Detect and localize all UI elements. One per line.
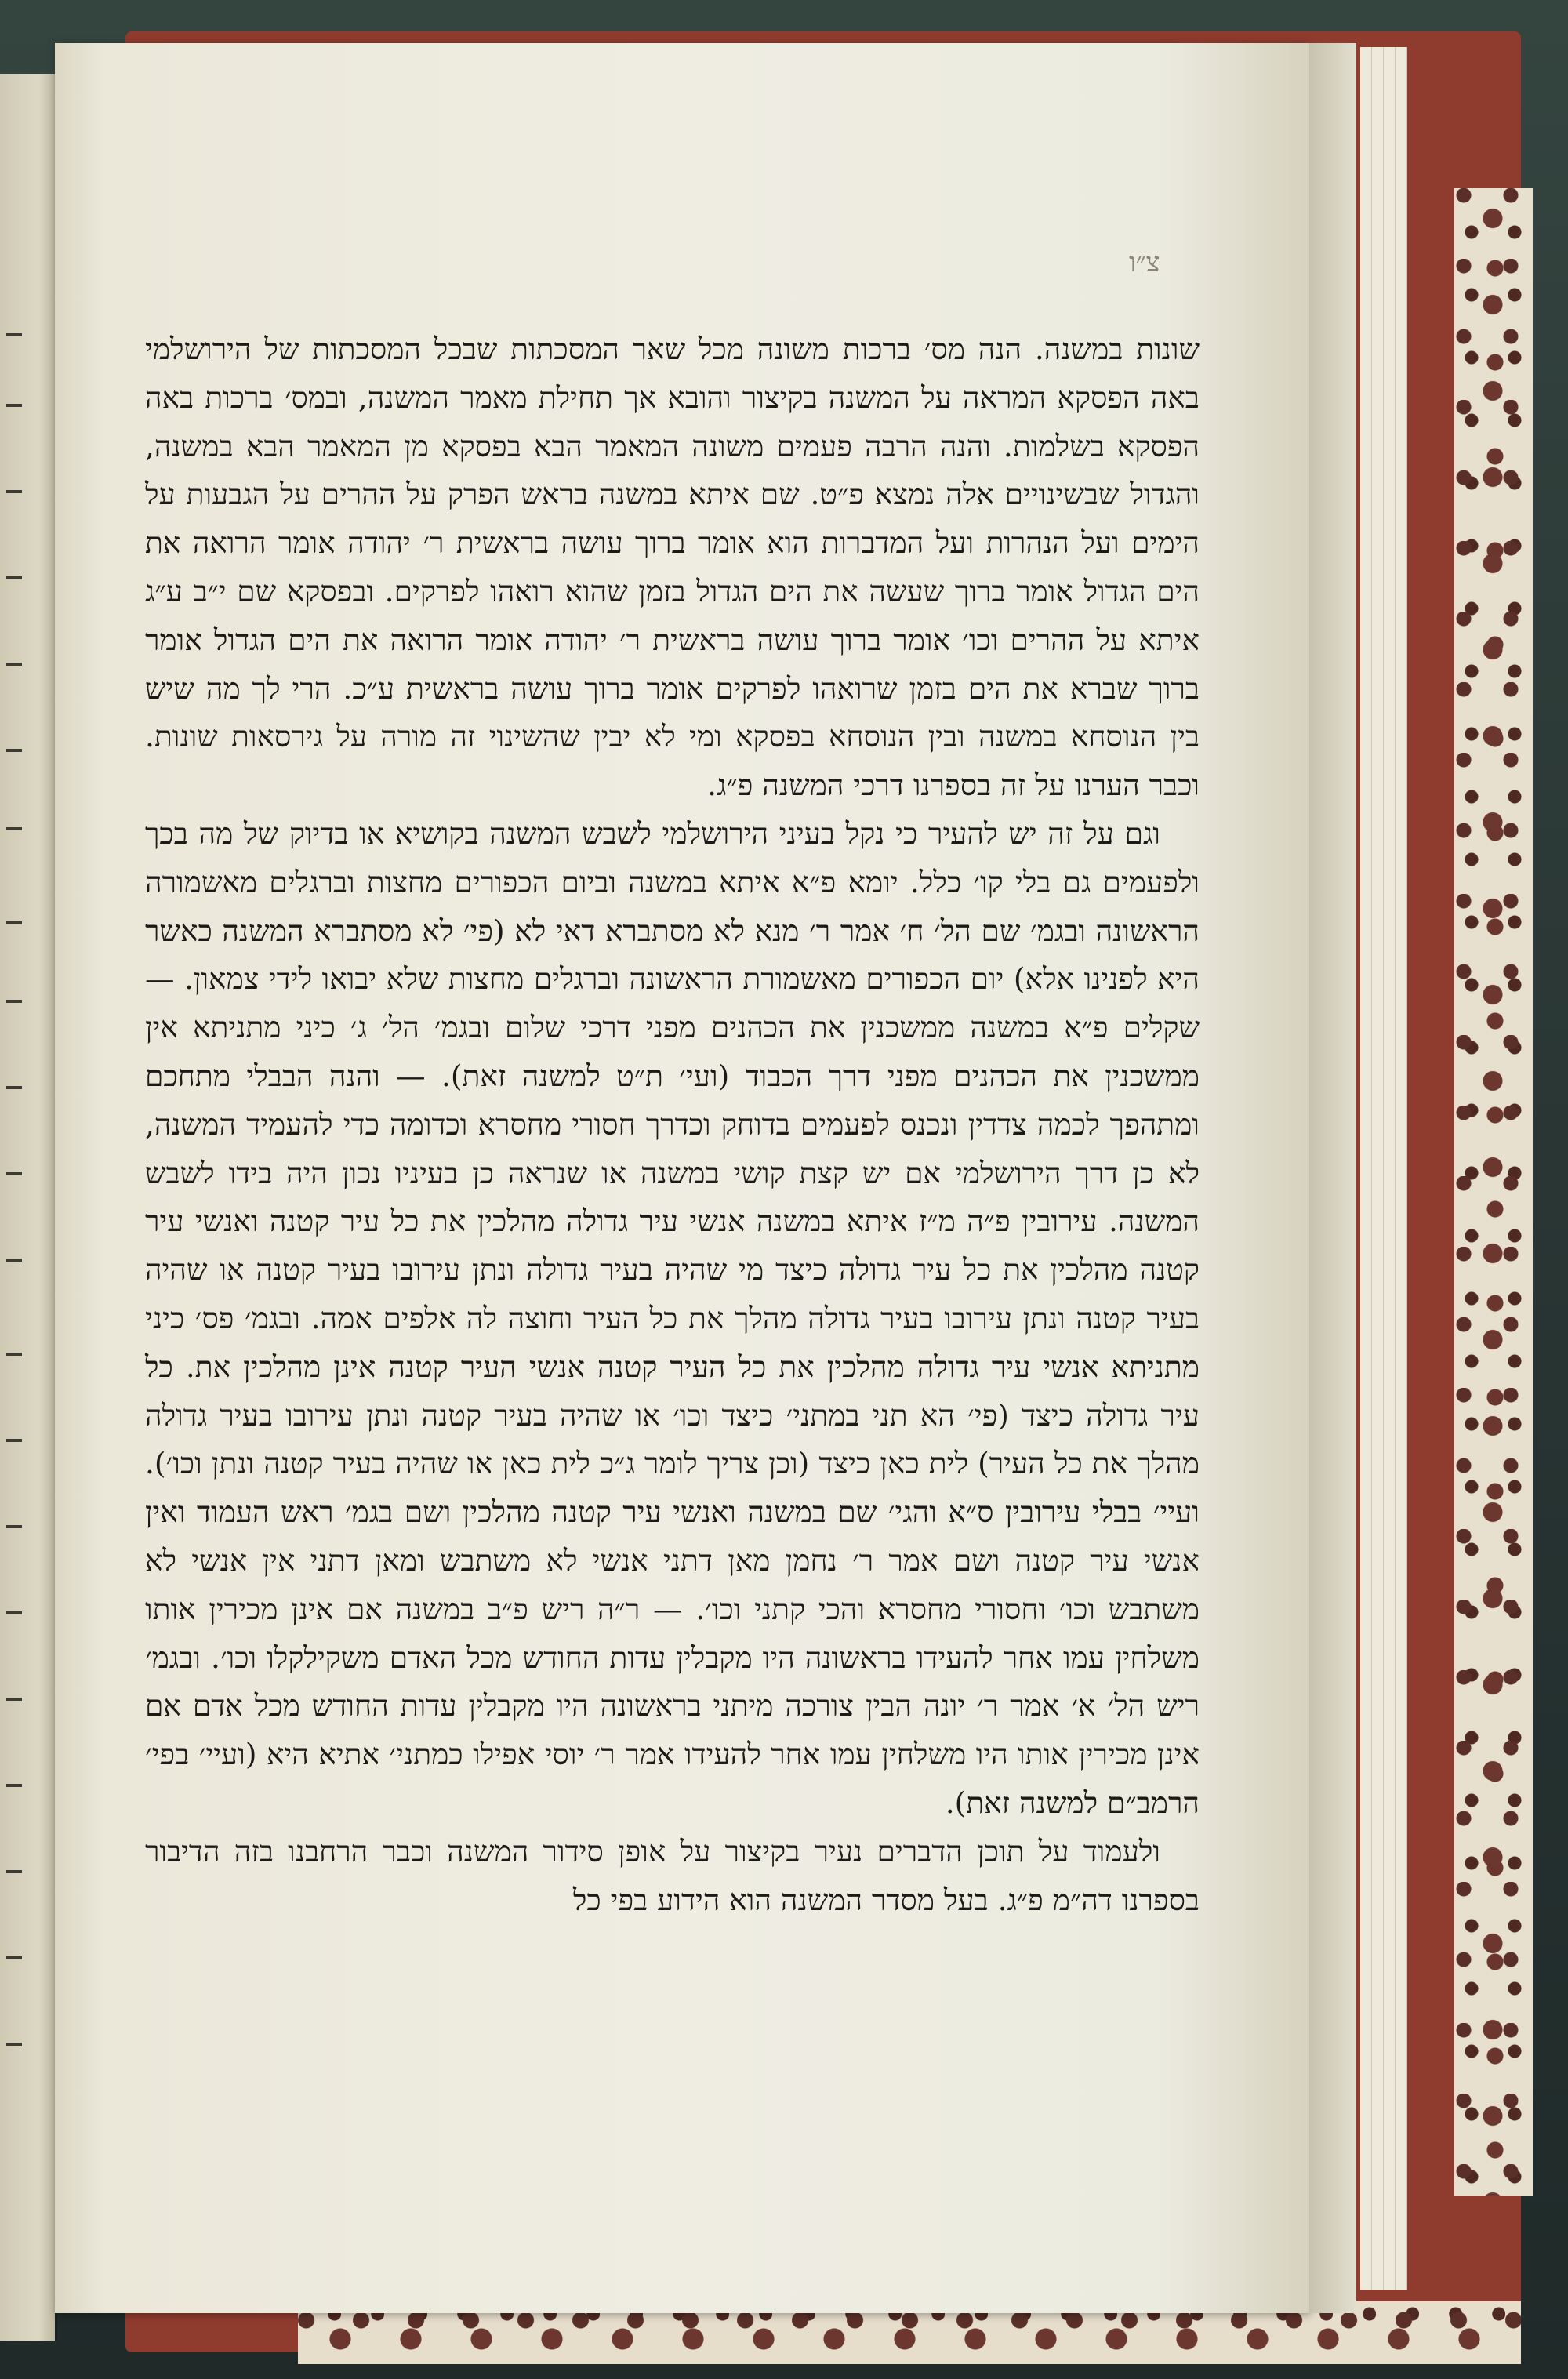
marbled-page-edge: [1454, 188, 1533, 2196]
body-text: [145, 325, 1200, 1924]
adjacent-book-edge: [0, 74, 57, 2341]
page-gutter: [1309, 43, 1356, 2313]
page-edge: [1372, 47, 1384, 2290]
paragraph: וגם על זה יש להעיר כי נקל בעיני הירושלמי לשבש המשנה בקושיא או בדיוק של מה בכך ולפעמים גם בלי קו׳ כלל. יומא פ״א איתא במשנה וביום הכפורים מחצות וברגלים מאשמורה הראשונה ובגמ׳ שם הל׳ ח׳ אמר ר׳ מנא לא מסתברא דאי לא (פי׳ לא מסתברא המשנה כאשר היא לפנינו אלא) יום הכפורים מאשמורת הראשונה וברגלים מחצות שלא יבואו לידי צמאון. — שקלים פ״א במשנה ממשכנין את הכהנים מפני דרכי שלום ובגמ׳ הל׳ ג׳ כיני מתניתא אין ממשכנין את הכהנים מפני דרך הכבוד (ועי׳ ת״ט למשנה זאת). — והנה הבבלי מתחכם ומתהפך לכמה צדדין ונכנס לפעמים בדוחק וכדרך חסורי מחסרא וכדומה כדי להעמיד המשנה, לא כן דרך הירושלמי אם יש קצת קושי במשנה או שנראה כן בעיניו נכון היה בידו לשבש המשנה. עירובין פ״ה מ״ז איתא במשנה אנשי עיר גדולה מהלכין את כל עיר קטנה ואנשי עיר קטנה מהלכין את כל עיר גדולה כיצד מי שהיה בעיר גדולה ונתן עירובו בעיר קטנה או שהיה בעיר קטנה ונתן עירובו בעיר גדולה מהלך את כל העיר וחוצה לה אלפים אמה. ובגמ׳ פס׳ כיני מתניתא אנשי עיר גדולה מהלכין את כל העיר קטנה אנשי העיר קטנה אינן מהלכין את. כל עיר גדולה כיצד (פי׳ הא תני במתני׳ כיצד וכו׳ או שהיה בעיר קטנה ונתן עירובו בעיר גדולה מהלך את כל העיר) לית כאן כיצד (וכן צריך לומר ג״כ לית כאן או שהיה בעיר קטנה ונתן וכו׳). ועיי׳ בבלי עירובין ס״א והגי׳ שם במשנה ואנשי עיר קטנה מהלכין ושם בגמ׳ ראש העמוד ואין אנשי עיר קטנה ושם אמר ר׳ נחמן מאן דתני אנשי לא משתבש ומאן דתני אין אנשי לא משתבש וכו׳ וחסורי מחסרא והכי קתני וכו׳. — ר״ה ריש פ״ב במשנה אם אינן מכירין אותו משלחין עמו אחר להעידו בראשונה היו מקבלין עדות החודש מכל האדם משקילקלו וכו׳. ובגמ׳ ריש הל׳ א׳ אמר ר׳ יונה הבין צורכה מיתני בראשונה היו מקבלין עדות החודש מכל אדם אם אינן מכירין אותו היו משלחין עמו אחר להעידו אמר ר׳ יוסי אפילו כמתני׳ אתיא היא (ועיי׳ בפי׳ הרמב״ם למשנה זאת).: [145, 815, 1200, 1820]
page-number: צ״ו: [1129, 247, 1160, 278]
page-edge: [1396, 47, 1407, 2290]
book-page: [55, 43, 1309, 2313]
page-edge: [1360, 47, 1372, 2290]
paragraph: שונות במשנה. הנה מס׳ ברכות משונה מכל שאר המסכתות שבכל המסכתות של הירושלמי באה הפסקא המראה על המשנה בקיצור והובא אך תחילת מאמר המשנה, ובמס׳ ברכות באה הפסקא בשלמות. והנה הרבה פעמים משונה המאמר הבא בפסקא מן המאמר הבא במשנה, והגדול שבשינויים אלה נמצא פ״ט. שם איתא במשנה בראש הפרק על ההרים על הגבעות על הימים ועל הנהרות ועל המדברות הוא אומר ברוך עושה בראשית ר׳ יהודה אומר הרואה את הים הגדול אומר ברוך שעשה את הים הגדול בזמן שהוא רואהו לפרקים. ובפסקא שם י״ב ע״ג איתא על ההרים וכו׳ אומר ברוך עושה בראשית ר׳ יהודה אומר הרואה את הים הגדול אומר ברוך שברא את הים בזמן שרואהו לפרקים אומר ברוך עושה בראשית ע״כ. הרי לך מה שיש בין הנוסחא במשנה ובין הנוסחא בפסקא ומי לא יבין שהשינוי זה מורה על גירסאות שונות. וכבר הערנו על זה בספרנו דרכי המשנה פ״ג.: [145, 332, 1200, 803]
paragraph: ולעמוד על תוכן הדברים נעיר בקיצור על אופן סידור המשנה וכבר הרחבנו בזה הדיבור בספרנו דה״מ פ״ג. בעל מסדר המשנה הוא הידוע בפי כל: [145, 1833, 1200, 1917]
page-edge: [1384, 47, 1396, 2290]
